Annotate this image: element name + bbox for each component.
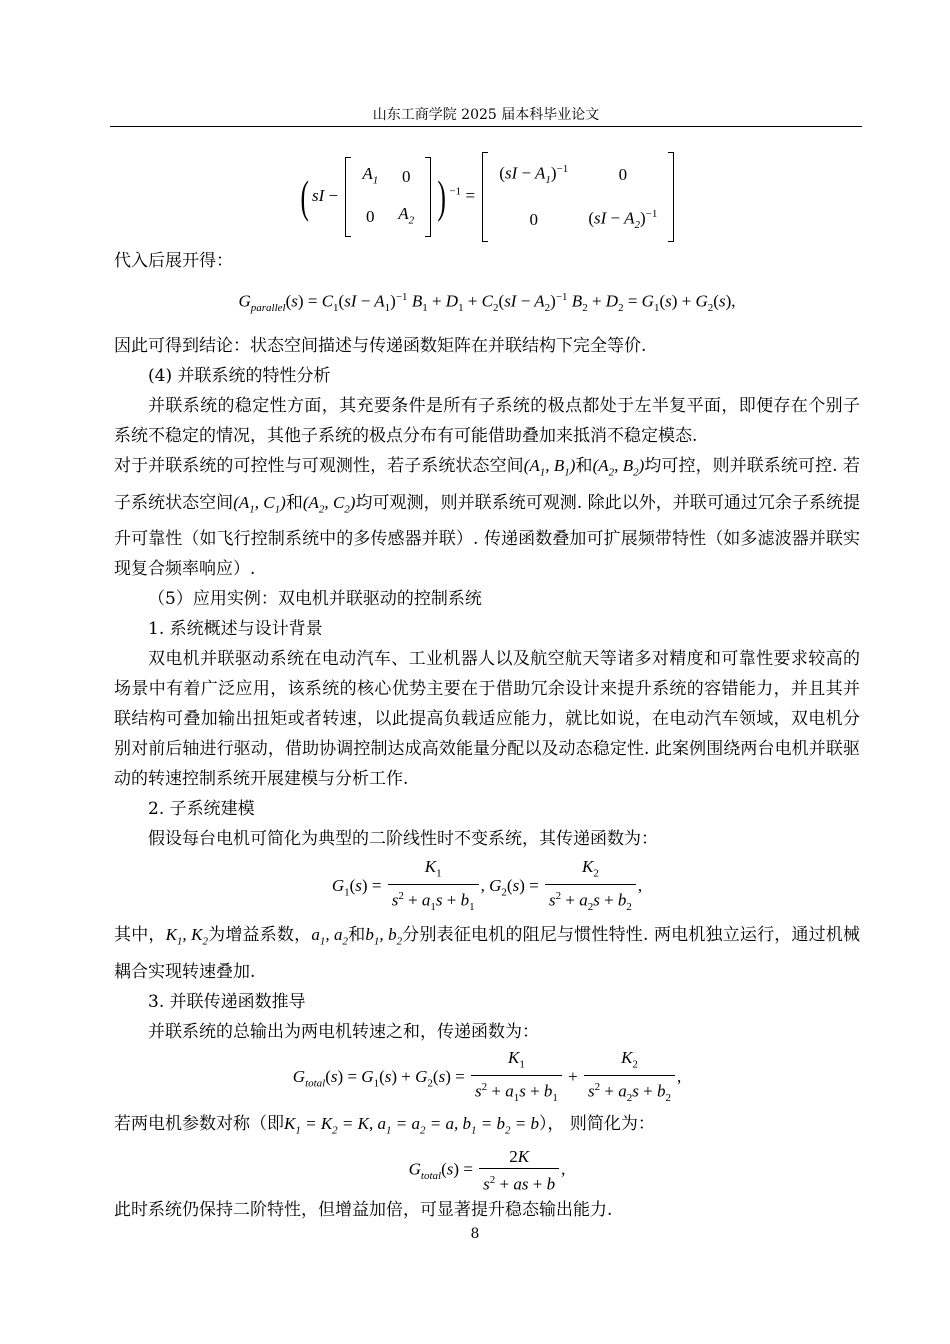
item-1-title: 1. 系统概述与设计背景 [148,618,323,639]
page-number: 8 [470,1226,480,1242]
paragraph-symmetric: 若两电机参数对称（即$K_1 = K_2 = K$, $a_1 = a_2 = a$, $b_1 = b_2 = b$）， 则简化为： [114,1114,655,1137]
parallel-transfer-equation: $G_{parallel}(s) = C_1(sI - A_1)^{-1}$ $B_1 + D_1 + C_2(sI - A_2)^{-1}$ $B_2 + D_2 = G_1(s) + G_2(s)$, [238,291,736,315]
paragraph-controllability: 对于并联系统的可控性与可观测性，若子系统状态空间($A_1$, $B_1$)和($A_2$, $B_2$)均可控，则并联系统可控. 若子系统状态空间($A_1$, $C_1$)和($A_2$, $C_2$)均可观测，则并联系统可观测. 除此以外，并联可通过冗余子系统提升可靠性（如飞行控制系统中的多传感器并联）. 传递函数叠加可扩展频带特性（如多滤波器并联实现复合频率响应）. [114,456,861,579]
item-1-body: 双电机并联驱动系统在电动汽车、工业机器人以及航空航天等诸多对精度和可靠性要求较高的场景中有着广泛应用，该系统的核心优势主要在于借助冗余设计来提升系统的容错能力，并且其并联结构可叠加输出扭矩或者转速，以此提高负载适应能力，就比如说，在电动汽车领域，双电机分别对前后轴进行驱动，借助协调控制达成高效能量分配以及动态稳定性. 此案例围绕两台电机并联驱动的转速控制系统开展建模与分析工作. [114,648,860,789]
total-transfer-equation: $G_{total}(s) = G_1(s) + G_2(s)$ = $\frac{K_1}{s^2 + a_1s + b_1}$ + $\frac{K_2}{s^2 + a_2s + b_2}$ , [292,1047,682,1105]
item-3-body: 并联系统的总输出为两电机转速之和，传递函数为： [148,1021,539,1042]
section-5-title: （5）应用实例：双电机并联驱动的控制系统 [148,588,482,609]
paragraph-where: 其中，$K_1$, $K_2$为增益系数，$a_1$, $a_2$和$b_1$, $b_2$分别表征电机的阻尼与惯性特性. 两电机独立运行，通过机械耦合实现转速叠加. [114,925,861,982]
paragraph-stability: 并联系统的稳定性方面，其充要条件是所有子系统的极点都处于左半复平面，即便存在个别子系统不稳定的情况，其他子系统的极点分布有可能借助叠加来抵消不稳定模态. [114,396,860,447]
block-inverse-equation: ( sI − $A_1$ 0 0 $A_2$ ) $^{-1}$ = $(sI - A_1)^{-1}$ 0 0 $(sI - A_2)^{-1}$ [114,152,860,242]
paragraph-sub-in: 代入后展开得： [114,251,233,272]
header-rule [110,126,862,127]
subsystem-transfer-equation: $G_1(s)$ = $\frac{K_1}{s^2 + a_1s + b_1}$ , $G_2(s)$ = $\frac{K_2}{s^2 + a_2s + b_2}$ , [331,856,643,914]
section-4-title: (4) 并联系统的特性分析 [148,366,331,387]
page-body [114,152,860,1225]
simplified-transfer-equation: $G_{total}(s)$ = $\frac{2K}{s^2 + as + b}$ , [408,1146,566,1194]
paragraph-conclusion: 因此可得到结论：状态空间描述与传递函数矩阵在并联结构下完全等价. [114,336,647,357]
item-3-title: 3. 并联传递函数推导 [148,991,306,1012]
item-2-body: 假设每台电机可简化为典型的二阶线性时不变系统，其传递函数为： [148,828,658,849]
item-2-title: 2. 子系统建模 [148,798,255,819]
running-header: 山东工商学院 2025 届本科毕业论文 [372,107,600,123]
paragraph-final: 此时系统仍保持二阶特性，但增益加倍，可显著提升稳态输出能力. [114,1200,613,1221]
